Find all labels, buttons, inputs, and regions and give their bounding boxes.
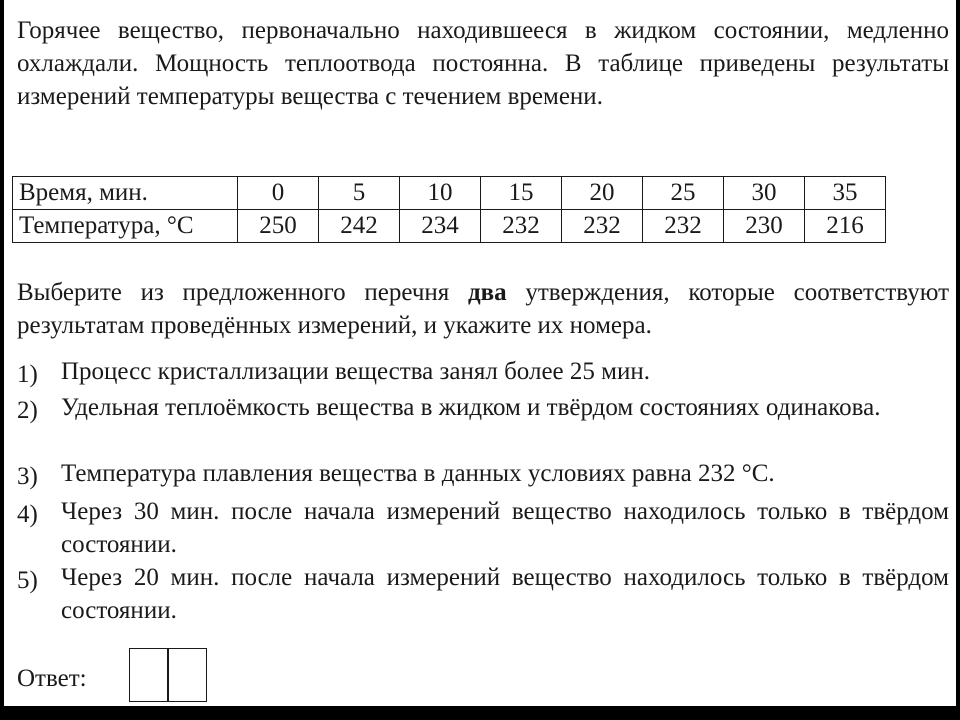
time-cell: 15 <box>481 177 562 210</box>
temperature-cell: 232 <box>643 210 724 243</box>
answer-box-second[interactable] <box>168 648 207 702</box>
temperature-cell: 250 <box>238 210 319 243</box>
problem-intro: Горячее вещество, первоначально находившееся в жидком состоянии, медленно охлаждали. Мощность теплоотвода постоянна. В таблице приведены результаты измерений температуры вещества с течением времени. <box>17 17 949 110</box>
time-cell: 25 <box>643 177 724 210</box>
task-text-after: утверждения, которые соответствуют результатам проведённых измерений, и укажите их номера. <box>17 279 950 339</box>
temperature-cell: 232 <box>481 210 562 243</box>
option-number: 2) <box>17 397 38 424</box>
option-number: 5) <box>17 567 38 594</box>
temperature-cell: 242 <box>319 210 400 243</box>
option-text: Через 30 мин. после начала измерений вещество находилось только в твёрдом состоянии. <box>61 498 949 558</box>
answer-label: Ответ: <box>17 665 87 692</box>
answer-box-first[interactable] <box>129 648 168 702</box>
temperature-cell: 232 <box>562 210 643 243</box>
option-number: 1) <box>17 361 38 388</box>
time-cell: 35 <box>805 177 886 210</box>
temperature-cell: 234 <box>400 210 481 243</box>
temperature-row <box>13 210 886 243</box>
measurement-table <box>12 176 886 243</box>
time-cell: 5 <box>319 177 400 210</box>
option-text: Температура плавления вещества в данных условиях равна 232 °С. <box>61 460 775 487</box>
temperature-cell: 230 <box>724 210 805 243</box>
time-cell: 0 <box>238 177 319 210</box>
option-number: 4) <box>17 501 38 528</box>
temperature-row-label: Температура, °С <box>13 210 238 243</box>
time-row-label: Время, мин. <box>13 177 238 210</box>
task-text-before: Выберите из предложенного перечня <box>17 279 450 306</box>
time-cell: 20 <box>562 177 643 210</box>
task-instruction <box>17 276 949 342</box>
option-text: Через 20 мин. после начала измерений вещество находилось только в твёрдом состоянии. <box>61 564 949 624</box>
temperature-cell: 216 <box>805 210 886 243</box>
option-text: Удельная теплоёмкость вещества в жидком и твёрдом состояниях одинакова. <box>61 394 881 421</box>
time-cell: 10 <box>400 177 481 210</box>
option-number: 3) <box>17 463 38 490</box>
option-text: Процесс кристаллизации вещества занял более 25 мин. <box>61 358 650 385</box>
task-emphasis: два <box>468 279 507 306</box>
problem-page <box>4 0 956 706</box>
time-cell: 30 <box>724 177 805 210</box>
time-row <box>13 177 886 210</box>
